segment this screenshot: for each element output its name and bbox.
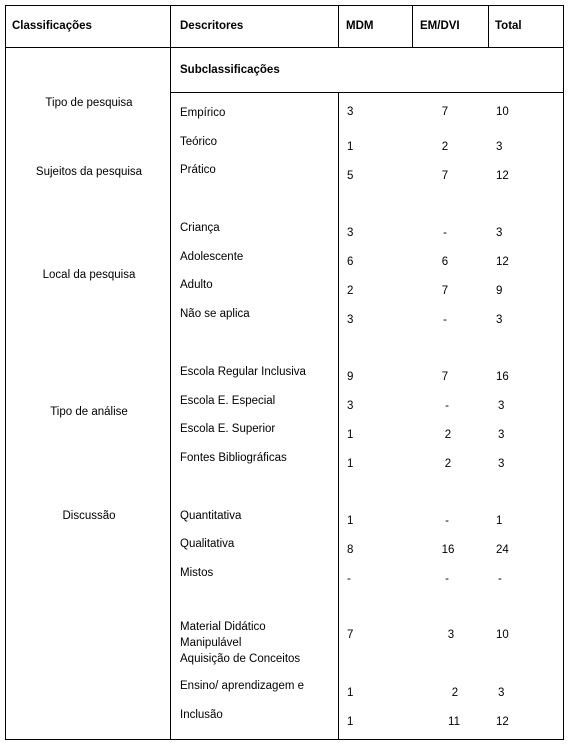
descriptor: Inclusão <box>180 709 223 721</box>
total-value: 12 <box>496 716 509 728</box>
total-value: 3 <box>496 227 503 239</box>
em-dvi-value: 7 <box>441 170 449 182</box>
mdm-value: 1 <box>347 716 354 728</box>
header-descritores: Descritores <box>180 20 244 32</box>
subheader-divider <box>170 92 564 93</box>
descriptor: Quantitativa <box>180 510 242 522</box>
em-dvi-value: 2 <box>444 429 452 441</box>
mdm-value: 5 <box>347 170 354 182</box>
classification-discussao: Discussão <box>62 510 116 522</box>
em-dvi-value: - <box>445 573 449 585</box>
table-border-top <box>5 5 564 6</box>
mdm-value: 3 <box>347 106 354 118</box>
total-value: 12 <box>496 170 509 182</box>
descriptor: Mistos <box>180 567 214 579</box>
em-dvi-value: - <box>445 515 449 527</box>
total-value: 3 <box>496 141 503 153</box>
total-value: 3 <box>498 458 505 470</box>
mdm-value: 6 <box>347 256 354 268</box>
subheader-subclassificacoes: Subclassificações <box>180 64 280 76</box>
em-dvi-value: 11 <box>448 716 460 728</box>
mdm-value: - <box>347 573 351 585</box>
header-total: Total <box>495 20 522 32</box>
mdm-value: 1 <box>347 429 354 441</box>
mdm-value: 7 <box>347 629 354 641</box>
descriptor: Ensino/ aprendizagem e <box>180 680 305 692</box>
column-divider-2-body <box>338 92 339 740</box>
column-divider-4 <box>488 5 489 48</box>
descriptor: Teórico <box>180 136 218 148</box>
em-dvi-value: 3 <box>447 629 455 641</box>
mdm-value: 3 <box>347 400 354 412</box>
mdm-value: 3 <box>347 314 354 326</box>
total-value: 9 <box>496 285 503 297</box>
descriptor-line-2: Manipulável <box>180 637 242 649</box>
mdm-value: 3 <box>347 227 354 239</box>
em-dvi-value: 16 <box>441 544 455 556</box>
total-value: 3 <box>496 314 503 326</box>
total-value: 3 <box>498 429 505 441</box>
descriptor: Não se aplica <box>180 308 250 320</box>
descriptor-line-1: Material Didático <box>180 621 266 633</box>
descriptor: Adulto <box>180 279 213 291</box>
column-divider-3 <box>412 5 413 48</box>
total-value: 16 <box>496 371 509 383</box>
mdm-value: 2 <box>347 285 354 297</box>
descriptor: Adolescente <box>180 251 244 263</box>
em-dvi-value: 2 <box>441 141 449 153</box>
total-value: - <box>498 573 502 585</box>
em-dvi-value: 7 <box>441 371 449 383</box>
descriptor: Criança <box>180 222 220 234</box>
descriptor: Empírico <box>180 107 226 119</box>
descriptor: Qualitativa <box>180 538 235 550</box>
classification-tipo-de-analise: Tipo de análise <box>50 406 128 418</box>
em-dvi-value: 7 <box>441 106 449 118</box>
total-value: 10 <box>496 106 509 118</box>
em-dvi-value: - <box>443 314 447 326</box>
mdm-value: 1 <box>347 141 354 153</box>
classification-local-da-pesquisa: Local da pesquisa <box>42 269 136 281</box>
total-value: 24 <box>496 544 509 556</box>
classification-sujeitos-da-pesquisa: Sujeitos da pesquisa <box>35 166 143 178</box>
table-border-right <box>563 5 564 740</box>
em-dvi-value: 2 <box>444 458 452 470</box>
em-dvi-value: - <box>445 400 449 412</box>
mdm-value: 1 <box>347 458 354 470</box>
mdm-value: 9 <box>347 371 354 383</box>
total-value: 3 <box>498 687 505 699</box>
header-divider <box>5 47 564 48</box>
column-divider-1 <box>170 5 171 740</box>
descriptor: Escola E. Especial <box>180 395 276 407</box>
header-em-dvi: EM/DVI <box>420 20 460 32</box>
total-value: 1 <box>496 515 503 527</box>
em-dvi-value: - <box>443 227 447 239</box>
header-classificacoes: Classificações <box>12 20 92 32</box>
total-value: 12 <box>496 256 509 268</box>
mdm-value: 1 <box>347 515 354 527</box>
descriptor: Fontes Bibliográficas <box>180 452 287 464</box>
total-value: 10 <box>496 629 509 641</box>
descriptor-line-3: Aquisição de Conceitos <box>180 653 301 665</box>
descriptor: Escola Regular Inclusiva <box>180 366 306 378</box>
table-border-bottom <box>5 739 564 740</box>
em-dvi-value: 6 <box>441 256 449 268</box>
descriptor: Prático <box>180 164 216 176</box>
classification-tipo-de-pesquisa: Tipo de pesquisa <box>45 97 133 109</box>
table-border-left <box>5 5 6 740</box>
mdm-value: 8 <box>347 544 354 556</box>
mdm-value: 1 <box>347 687 354 699</box>
total-value: 3 <box>498 400 505 412</box>
em-dvi-value: 7 <box>441 285 449 297</box>
descriptor: Escola E. Superior <box>180 423 276 435</box>
em-dvi-value: 2 <box>451 687 459 699</box>
column-divider-2 <box>338 5 339 48</box>
header-mdm: MDM <box>346 20 374 32</box>
